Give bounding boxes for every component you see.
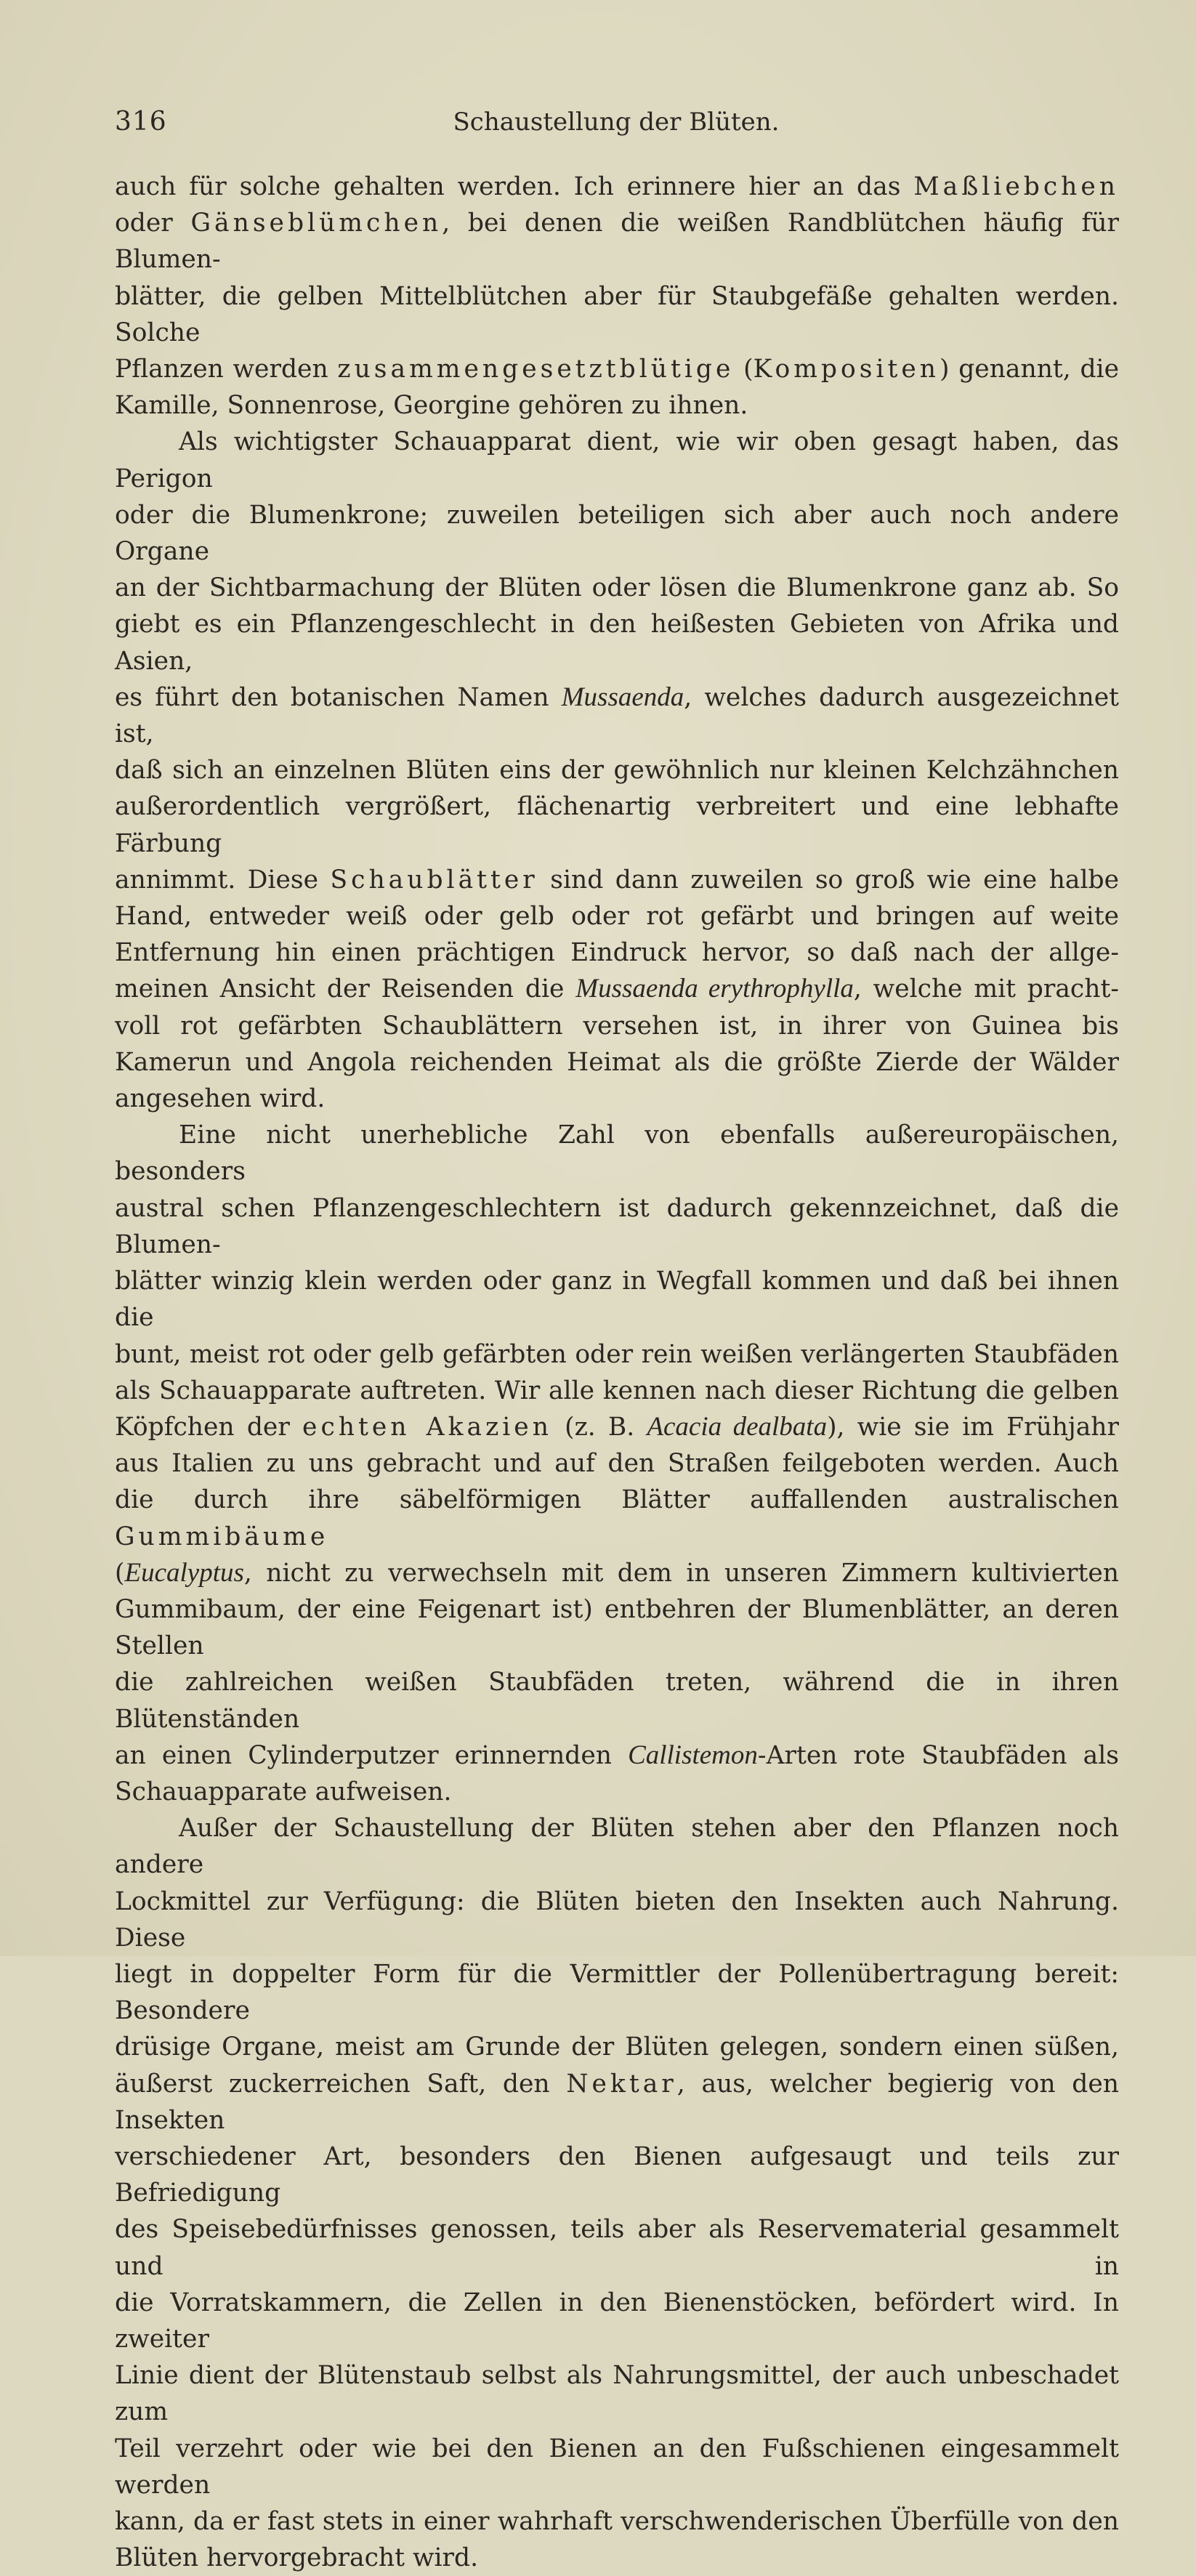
text-line: an der Sichtbarmachung der Blüten oder lösen die Blumenkrone ganz ab. So xyxy=(115,573,1119,603)
text-line: Lockmittel zur Verfügung: die Blüten bieten den Insekten auch Nahrung. Diese xyxy=(115,1886,1119,1953)
text-line: voll rot gefärbten Schaublättern versehen ist, in ihrer von Guinea bis xyxy=(115,1011,1119,1041)
emphasis: Schaublätter xyxy=(330,865,538,895)
text-line: blätter winzig klein werden oder ganz in Wegfall kommen und daß bei ihnen die xyxy=(115,1267,1119,1333)
text-line: Entfernung hin einen prächtigen Eindruck hervor, so daß nach der allge- xyxy=(115,938,1119,968)
text-line: die durch ihre säbelförmigen Blätter auffallenden australischen Gummibäume xyxy=(115,1485,1119,1551)
text-line: meinen Ansicht der Reisenden die Mussaenda erythrophylla, welche mit pracht- xyxy=(115,974,1119,1004)
text-line: an einen Cylinderputzer erinnernden Callistemon-Arten rote Staubfäden als xyxy=(115,1740,1119,1770)
text-line: liegt in doppelter Form für die Vermittler der Pollenübertragung bereit: Besondere xyxy=(115,1959,1119,2026)
text-line: giebt es ein Pflanzengeschlecht in den heißesten Gebieten von Afrika und Asien, xyxy=(115,610,1119,676)
text-line: äußerst zuckerreichen Saft, den Nektar, aus, welcher begierig von den Insekten xyxy=(115,2069,1120,2135)
page-number: 316 xyxy=(115,107,167,137)
text-line: bunt, meist rot oder gelb gefärbten oder rein weißen verlängerten Staubfäden xyxy=(115,1339,1119,1369)
latin-name: Callistemon xyxy=(628,1740,758,1770)
text-line: oder die Blumenkrone; zuweilen beteiligen sich aber auch noch andere Organe xyxy=(115,500,1119,567)
text-line: Außer der Schaustellung der Blüten stehen aber den Pflanzen noch andere xyxy=(115,1814,1119,1880)
text-line: austral schen Pflanzengeschlechtern ist dadurch gekennzeichnet, daß die Blumen- xyxy=(115,1193,1119,1259)
latin-name: Mussaenda xyxy=(561,682,684,712)
running-title: Schaustellung der Blüten. xyxy=(453,108,780,137)
emphasis: Kompositen xyxy=(753,355,940,384)
text-line: Eine nicht unerhebliche Zahl von ebenfalls außereuropäischen, besonders xyxy=(115,1121,1119,1187)
text-line: Kamille, Sonnenrose, Georgine gehören zu ihnen. xyxy=(115,391,748,421)
text-line: auch für solche gehalten werden. Ich erinnere hier an das Maßliebchen xyxy=(115,172,1119,201)
latin-name: Mussaenda erythrophylla xyxy=(575,974,854,1004)
text-line: aus Italien zu uns gebracht und auf den Straßen feilgeboten werden. Auch xyxy=(115,1449,1119,1479)
latin-name: Acacia dealbata xyxy=(647,1411,828,1442)
text-line: drüsige Organe, meist am Grunde der Blüten gelegen, sondern einen süßen, xyxy=(115,2032,1119,2062)
text-line: als Schauapparate auftreten. Wir alle kennen nach dieser Richtung die gelben xyxy=(115,1376,1119,1405)
text-line: es führt den botanischen Namen Mussaenda, welches dadurch ausgezeichnet ist, xyxy=(115,682,1119,749)
text-line: des Speisebedürfnisses genossen, teils aber als Reservematerial gesammelt und in xyxy=(115,2215,1119,2281)
text-line: oder Gänseblümchen, bei denen die weißen Randblütchen häufig für Blumen- xyxy=(115,209,1119,275)
page-header xyxy=(115,100,1118,144)
text-line: Pflanzen werden zusammengesetztblütige (Kompositen) genannt, die xyxy=(115,355,1119,384)
text-line: Linie dient der Blütenstaub selbst als Nahrungsmittel, der auch unbeschadet zum xyxy=(115,2361,1119,2427)
text-line: außerordentlich vergrößert, flächenartig verbreitert und eine lebhafte Färbung xyxy=(115,792,1119,858)
text-line: (Eucalyptus, nicht zu verwechseln mit dem in unseren Zimmern kultivierten xyxy=(115,1557,1119,1588)
body-text xyxy=(115,169,1119,2576)
text-line: Köpfchen der echten Akazien (z. B. Acacia dealbata), wie sie im Frühjahr xyxy=(115,1411,1119,1442)
text-line: daß sich an einzelnen Blüten eins der gewöhnlich nur kleinen Kelchzähnchen xyxy=(115,756,1119,786)
text-line: die zahlreichen weißen Staubfäden treten, während die in ihren Blütenständen xyxy=(115,1668,1119,1734)
text-line: kann, da er fast stets in einer wahrhaft verschwenderischen Überfülle von den xyxy=(115,2507,1119,2536)
text-line: Gummibaum, der eine Feigenart ist) entbehren der Blumenblätter, an deren Stellen xyxy=(115,1594,1119,1661)
latin-name: Eucalyptus xyxy=(124,1557,244,1588)
text-line: die Vorratskammern, die Zellen in den Bienenstöcken, befördert wird. In zweiter xyxy=(115,2288,1119,2354)
text-line: annimmt. Diese Schaublätter sind dann zuweilen so groß wie eine halbe xyxy=(115,865,1119,895)
emphasis: Nektar xyxy=(566,2069,677,2099)
emphasis: Maßliebchen xyxy=(913,172,1119,201)
emphasis: zusammengesetztblütige xyxy=(337,355,735,384)
emphasis: Gummibäume xyxy=(115,1522,329,1551)
text-line: angesehen wird. xyxy=(115,1084,326,1114)
emphasis: echten Akazien xyxy=(302,1412,552,1442)
text-line: Kamerun und Angola reichenden Heimat als die größte Zierde der Wälder xyxy=(115,1047,1119,1077)
text-line: verschiedener Art, besonders den Bienen aufgesaugt und teils zur Befriedigung xyxy=(115,2141,1119,2208)
text-line: blätter, die gelben Mittelblütchen aber für Staubgefäße gehalten werden. Solche xyxy=(115,281,1119,347)
text-line: Hand, entweder weiß oder gelb oder rot gefärbt und bringen auf weite xyxy=(115,902,1119,932)
text-line: Blüten hervorgebracht wird. xyxy=(115,2543,479,2573)
text-line: Als wichtigster Schauapparat dient, wie wir oben gesagt haben, das Perigon xyxy=(115,427,1119,493)
text-line: Schauapparate aufweisen. xyxy=(115,1777,452,1806)
emphasis: Gänseblümchen xyxy=(190,209,443,238)
text-line: Teil verzehrt oder wie bei den Bienen an den Fußschienen eingesammelt werden xyxy=(115,2434,1119,2500)
